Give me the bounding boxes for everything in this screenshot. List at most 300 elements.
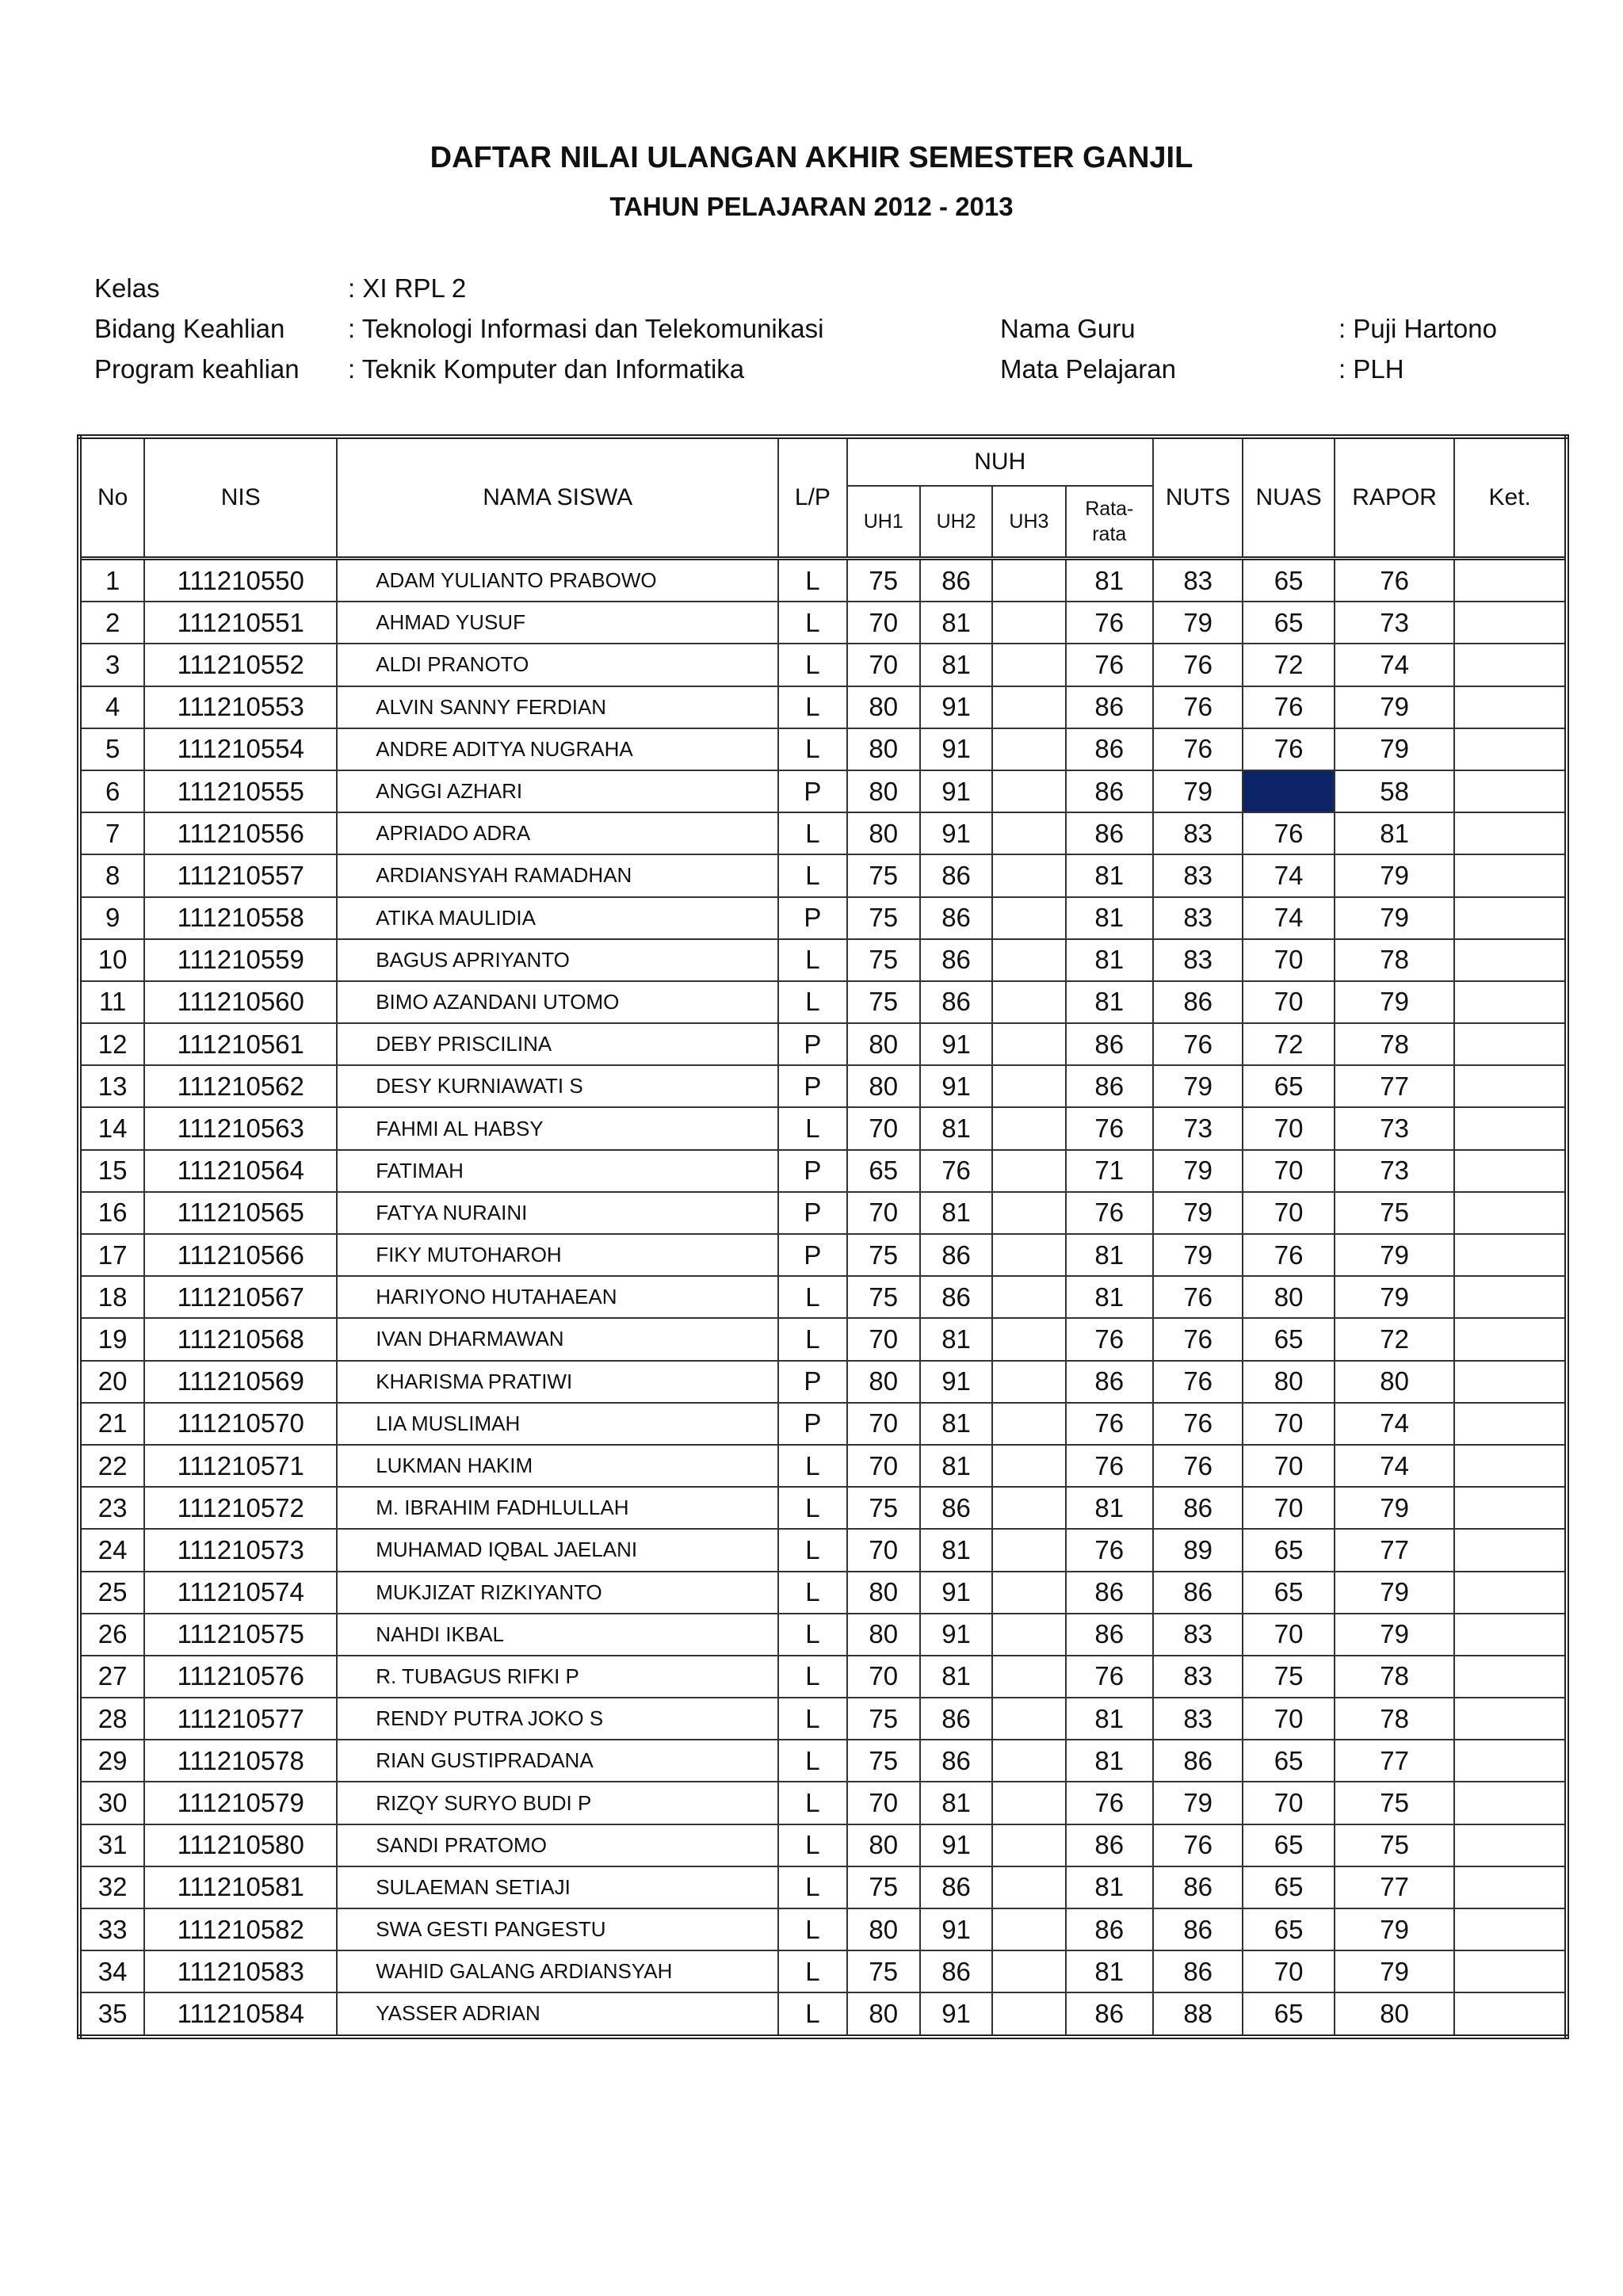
table-row	[79, 1234, 1567, 1276]
cell-nuts: 86	[1153, 1740, 1243, 1782]
cell-lp: L	[778, 1318, 846, 1360]
cell-nuts: 86	[1153, 1866, 1243, 1908]
table-row	[79, 1824, 1567, 1866]
cell-no: 31	[79, 1824, 144, 1866]
cell-rapor: 75	[1335, 1824, 1455, 1866]
cell-ket	[1454, 1824, 1567, 1866]
cell-nama: YASSER ADRIAN	[337, 1992, 778, 2036]
cell-nis: 111210576	[144, 1656, 337, 1698]
cell-nis: 111210554	[144, 728, 337, 770]
cell-uh1: 75	[847, 559, 920, 602]
cell-rapor: 79	[1335, 1572, 1455, 1614]
cell-uh1: 75	[847, 1487, 920, 1529]
cell-nuts: 79	[1153, 770, 1243, 812]
cell-ket	[1454, 1782, 1567, 1824]
cell-rata: 81	[1066, 939, 1153, 981]
cell-lp: L	[778, 1276, 846, 1318]
cell-uh1: 80	[847, 1065, 920, 1107]
cell-rata: 86	[1066, 728, 1153, 770]
cell-ket	[1454, 1445, 1567, 1487]
cell-nis: 111210559	[144, 939, 337, 981]
cell-nama: R. TUBAGUS RIFKI P	[337, 1656, 778, 1698]
page-title: DAFTAR NILAI ULANGAN AKHIR SEMESTER GANJIL	[430, 141, 1193, 174]
cell-no: 30	[79, 1782, 144, 1824]
cell-lp: L	[778, 1529, 846, 1571]
cell-rapor: 79	[1335, 1487, 1455, 1529]
cell-uh1: 80	[847, 1361, 920, 1403]
cell-rata: 86	[1066, 770, 1153, 812]
cell-nuas: 70	[1243, 981, 1334, 1023]
cell-lp: L	[778, 1824, 846, 1866]
cell-rata: 86	[1066, 1908, 1153, 1950]
cell-uh3	[992, 1445, 1065, 1487]
cell-uh3	[992, 602, 1065, 644]
cell-nuas: 10	[1243, 770, 1334, 812]
cell-rata: 81	[1066, 981, 1153, 1023]
cell-nis: 111210583	[144, 1950, 337, 1992]
cell-nuts: 88	[1153, 1992, 1243, 2036]
table-row	[79, 644, 1567, 686]
cell-uh2: 91	[920, 1992, 992, 2036]
cell-uh1: 75	[847, 1740, 920, 1782]
cell-nuts: 76	[1153, 686, 1243, 728]
header-ket: Ket.	[1454, 437, 1567, 559]
cell-no: 23	[79, 1487, 144, 1529]
cell-uh2: 86	[920, 1866, 992, 1908]
cell-ket	[1454, 1107, 1567, 1149]
cell-uh2: 91	[920, 1065, 992, 1107]
cell-uh3	[992, 1782, 1065, 1824]
cell-rapor: 77	[1335, 1529, 1455, 1571]
cell-nuas: 70	[1243, 1614, 1334, 1656]
cell-ket	[1454, 1192, 1567, 1234]
cell-rapor: 79	[1335, 728, 1455, 770]
cell-uh1: 70	[847, 644, 920, 686]
cell-uh2: 91	[920, 1361, 992, 1403]
cell-uh2: 91	[920, 812, 992, 854]
cell-nama: APRIADO ADRA	[337, 812, 778, 854]
cell-nama: RIZQY SURYO BUDI P	[337, 1782, 778, 1824]
table-row	[79, 1361, 1567, 1403]
cell-ket	[1454, 770, 1567, 812]
cell-nuts: 76	[1153, 1403, 1243, 1445]
cell-nama: RIAN GUSTIPRADANA	[337, 1740, 778, 1782]
cell-rata: 81	[1066, 1866, 1153, 1908]
table-row	[79, 770, 1567, 812]
cell-uh3	[992, 644, 1065, 686]
cell-nuts: 79	[1153, 1234, 1243, 1276]
cell-uh2: 81	[920, 1529, 992, 1571]
table-row	[79, 1107, 1567, 1149]
cell-nis: 111210562	[144, 1065, 337, 1107]
cell-uh2: 91	[920, 728, 992, 770]
cell-nuts: 73	[1153, 1107, 1243, 1149]
cell-no: 16	[79, 1192, 144, 1234]
cell-nuts: 83	[1153, 854, 1243, 896]
cell-uh3	[992, 559, 1065, 602]
cell-ket	[1454, 939, 1567, 981]
cell-nis: 111210581	[144, 1866, 337, 1908]
cell-rapor: 76	[1335, 559, 1455, 602]
cell-rapor: 77	[1335, 1740, 1455, 1782]
cell-nuas: 65	[1243, 1866, 1334, 1908]
cell-uh1: 75	[847, 1234, 920, 1276]
cell-lp: L	[778, 1698, 846, 1740]
cell-nama: ANDRE ADITYA NUGRAHA	[337, 728, 778, 770]
cell-ket	[1454, 981, 1567, 1023]
cell-uh2: 81	[920, 644, 992, 686]
cell-uh3	[992, 728, 1065, 770]
cell-nuts: 76	[1153, 1445, 1243, 1487]
cell-rata: 76	[1066, 1656, 1153, 1698]
cell-uh3	[992, 1234, 1065, 1276]
cell-nis: 111210574	[144, 1572, 337, 1614]
cell-uh3	[992, 1529, 1065, 1571]
cell-uh1: 80	[847, 1023, 920, 1065]
header-nuas: NUAS	[1243, 437, 1334, 559]
cell-no: 33	[79, 1908, 144, 1950]
cell-rata: 81	[1066, 1276, 1153, 1318]
cell-nuas: 75	[1243, 1656, 1334, 1698]
cell-no: 8	[79, 854, 144, 896]
table-row	[79, 939, 1567, 981]
cell-uh3	[992, 1740, 1065, 1782]
cell-rata: 76	[1066, 1529, 1153, 1571]
cell-uh3	[992, 1192, 1065, 1234]
cell-rapor: 79	[1335, 1276, 1455, 1318]
cell-nuas: 70	[1243, 1192, 1334, 1234]
cell-no: 18	[79, 1276, 144, 1318]
cell-no: 24	[79, 1529, 144, 1571]
cell-nis: 111210568	[144, 1318, 337, 1360]
cell-no: 11	[79, 981, 144, 1023]
cell-uh3	[992, 1318, 1065, 1360]
bidang-value: : Teknologi Informasi dan Telekomunikasi	[348, 314, 824, 343]
cell-no: 27	[79, 1656, 144, 1698]
cell-lp: L	[778, 686, 846, 728]
cell-lp: L	[778, 1445, 846, 1487]
cell-nuas: 74	[1243, 854, 1334, 896]
cell-no: 32	[79, 1866, 144, 1908]
header-uh1: UH1	[847, 486, 920, 559]
cell-uh1: 75	[847, 1866, 920, 1908]
cell-rata: 86	[1066, 1023, 1153, 1065]
table-row	[79, 1487, 1567, 1529]
cell-uh3	[992, 854, 1065, 896]
cell-lp: P	[778, 1023, 846, 1065]
cell-no: 17	[79, 1234, 144, 1276]
header-nama: NAMA SISWA	[337, 437, 778, 559]
cell-rapor: 78	[1335, 1656, 1455, 1698]
cell-uh1: 75	[847, 981, 920, 1023]
cell-lp: P	[778, 1192, 846, 1234]
cell-no: 2	[79, 602, 144, 644]
cell-uh3	[992, 897, 1065, 939]
cell-no: 29	[79, 1740, 144, 1782]
cell-nis: 111210572	[144, 1487, 337, 1529]
cell-rapor: 79	[1335, 897, 1455, 939]
cell-nama: FATYA NURAINI	[337, 1192, 778, 1234]
cell-uh1: 75	[847, 854, 920, 896]
cell-rapor: 79	[1335, 686, 1455, 728]
table-row	[79, 1908, 1567, 1950]
cell-uh1: 80	[847, 770, 920, 812]
cell-rata: 76	[1066, 1782, 1153, 1824]
kelas-label: Kelas	[94, 273, 160, 303]
cell-uh3	[992, 1361, 1065, 1403]
cell-nuts: 79	[1153, 1192, 1243, 1234]
cell-no: 6	[79, 770, 144, 812]
cell-uh1: 80	[847, 1992, 920, 2036]
cell-uh2: 81	[920, 1656, 992, 1698]
header-nis: NIS	[144, 437, 337, 559]
cell-rapor: 75	[1335, 1782, 1455, 1824]
table-row	[79, 1150, 1567, 1192]
cell-lp: L	[778, 1656, 846, 1698]
cell-uh2: 86	[920, 1740, 992, 1782]
table-row	[79, 1740, 1567, 1782]
cell-no: 9	[79, 897, 144, 939]
cell-nuts: 79	[1153, 1782, 1243, 1824]
cell-no: 13	[79, 1065, 144, 1107]
cell-lp: P	[778, 1234, 846, 1276]
cell-nuts: 76	[1153, 1023, 1243, 1065]
cell-uh1: 80	[847, 728, 920, 770]
cell-rapor: 73	[1335, 1107, 1455, 1149]
header-rapor: RAPOR	[1335, 437, 1455, 559]
table-row	[79, 1614, 1567, 1656]
cell-ket	[1454, 1950, 1567, 1992]
cell-nis: 111210578	[144, 1740, 337, 1782]
cell-lp: P	[778, 770, 846, 812]
cell-uh2: 86	[920, 559, 992, 602]
cell-no: 21	[79, 1403, 144, 1445]
cell-rapor: 74	[1335, 1403, 1455, 1445]
cell-uh1: 70	[847, 602, 920, 644]
cell-nuts: 83	[1153, 559, 1243, 602]
cell-rapor: 81	[1335, 812, 1455, 854]
cell-uh1: 80	[847, 1824, 920, 1866]
cell-uh2: 81	[920, 1782, 992, 1824]
cell-rata: 86	[1066, 1361, 1153, 1403]
cell-nama: ANGGI AZHARI	[337, 770, 778, 812]
cell-uh3	[992, 1614, 1065, 1656]
cell-ket	[1454, 1740, 1567, 1782]
cell-nama: ALDI PRANOTO	[337, 644, 778, 686]
cell-no: 28	[79, 1698, 144, 1740]
cell-ket	[1454, 1866, 1567, 1908]
cell-uh1: 70	[847, 1656, 920, 1698]
cell-ket	[1454, 1403, 1567, 1445]
cell-no: 19	[79, 1318, 144, 1360]
cell-rata: 81	[1066, 559, 1153, 602]
cell-nama: DESY KURNIAWATI S	[337, 1065, 778, 1107]
cell-nuts: 83	[1153, 812, 1243, 854]
cell-nama: RENDY PUTRA JOKO S	[337, 1698, 778, 1740]
cell-nuas: 76	[1243, 1234, 1334, 1276]
header-nuts: NUTS	[1153, 437, 1243, 559]
cell-ket	[1454, 1234, 1567, 1276]
cell-uh2: 81	[920, 1318, 992, 1360]
table-row	[79, 1065, 1567, 1107]
cell-uh1: 80	[847, 1614, 920, 1656]
cell-nuas: 74	[1243, 897, 1334, 939]
cell-lp: L	[778, 854, 846, 896]
cell-lp: P	[778, 1065, 846, 1107]
cell-lp: P	[778, 1361, 846, 1403]
cell-uh2: 81	[920, 1445, 992, 1487]
cell-nis: 111210580	[144, 1824, 337, 1866]
cell-nuas: 70	[1243, 1698, 1334, 1740]
cell-rapor: 80	[1335, 1992, 1455, 2036]
cell-ket	[1454, 1529, 1567, 1571]
cell-rapor: 79	[1335, 1614, 1455, 1656]
cell-lp: L	[778, 1782, 846, 1824]
cell-nuts: 79	[1153, 1065, 1243, 1107]
cell-ket	[1454, 1698, 1567, 1740]
cell-no: 26	[79, 1614, 144, 1656]
table-row	[79, 1782, 1567, 1824]
cell-nuas: 65	[1243, 1908, 1334, 1950]
cell-ket	[1454, 1065, 1567, 1107]
cell-nuts: 83	[1153, 1698, 1243, 1740]
cell-nuas: 72	[1243, 644, 1334, 686]
cell-lp: L	[778, 1740, 846, 1782]
table-row	[79, 728, 1567, 770]
cell-uh2: 86	[920, 1234, 992, 1276]
cell-uh2: 86	[920, 1487, 992, 1529]
cell-lp: L	[778, 728, 846, 770]
cell-nis: 111210553	[144, 686, 337, 728]
cell-ket	[1454, 559, 1567, 602]
table-row	[79, 1656, 1567, 1698]
cell-uh2: 91	[920, 1023, 992, 1065]
cell-nama: BIMO AZANDANI UTOMO	[337, 981, 778, 1023]
cell-uh2: 86	[920, 981, 992, 1023]
cell-ket	[1454, 1361, 1567, 1403]
cell-nuas: 65	[1243, 1318, 1334, 1360]
cell-rapor: 79	[1335, 1950, 1455, 1992]
cell-ket	[1454, 602, 1567, 644]
cell-uh1: 75	[847, 1950, 920, 1992]
cell-ket	[1454, 1614, 1567, 1656]
cell-ket	[1454, 1572, 1567, 1614]
cell-nis: 111210550	[144, 559, 337, 602]
table-row	[79, 1192, 1567, 1234]
cell-nuts: 76	[1153, 1824, 1243, 1866]
cell-rapor: 80	[1335, 1361, 1455, 1403]
cell-uh2: 86	[920, 897, 992, 939]
cell-rata: 81	[1066, 1487, 1153, 1529]
cell-nis: 111210577	[144, 1698, 337, 1740]
cell-ket	[1454, 1023, 1567, 1065]
cell-nuts: 86	[1153, 1950, 1243, 1992]
cell-rapor: 79	[1335, 854, 1455, 896]
cell-uh3	[992, 1866, 1065, 1908]
cell-nuts: 83	[1153, 1656, 1243, 1698]
cell-nama: SULAEMAN SETIAJI	[337, 1866, 778, 1908]
cell-lp: L	[778, 644, 846, 686]
cell-ket	[1454, 644, 1567, 686]
cell-nama: IVAN DHARMAWAN	[337, 1318, 778, 1360]
cell-nama: ADAM YULIANTO PRABOWO	[337, 559, 778, 602]
cell-uh3	[992, 1824, 1065, 1866]
cell-nuts: 76	[1153, 728, 1243, 770]
cell-nis: 111210570	[144, 1403, 337, 1445]
table-row	[79, 854, 1567, 896]
cell-uh1: 80	[847, 1908, 920, 1950]
cell-rata: 86	[1066, 1824, 1153, 1866]
cell-uh1: 75	[847, 897, 920, 939]
cell-uh3	[992, 1487, 1065, 1529]
cell-uh3	[992, 1698, 1065, 1740]
cell-nuas: 65	[1243, 1992, 1334, 2036]
cell-nuas: 72	[1243, 1023, 1334, 1065]
cell-uh3	[992, 939, 1065, 981]
cell-rapor: 73	[1335, 1150, 1455, 1192]
cell-rapor: 74	[1335, 1445, 1455, 1487]
cell-rapor: 78	[1335, 1023, 1455, 1065]
cell-uh3	[992, 1276, 1065, 1318]
cell-rata: 76	[1066, 1403, 1153, 1445]
cell-nama: SANDI PRATOMO	[337, 1824, 778, 1866]
cell-nuas: 70	[1243, 1950, 1334, 1992]
cell-nama: ALVIN SANNY FERDIAN	[337, 686, 778, 728]
cell-rata: 86	[1066, 1614, 1153, 1656]
cell-uh3	[992, 1403, 1065, 1445]
cell-nuts: 76	[1153, 1276, 1243, 1318]
cell-uh2: 76	[920, 1150, 992, 1192]
cell-uh1: 80	[847, 686, 920, 728]
cell-uh3	[992, 1572, 1065, 1614]
cell-ket	[1454, 1487, 1567, 1529]
cell-uh1: 70	[847, 1192, 920, 1234]
cell-nama: FIKY MUTOHAROH	[337, 1234, 778, 1276]
table-row	[79, 602, 1567, 644]
guru-label: Nama Guru	[1000, 314, 1136, 343]
cell-lp: L	[778, 812, 846, 854]
cell-nis: 111210564	[144, 1150, 337, 1192]
cell-nis: 111210555	[144, 770, 337, 812]
cell-nuts: 79	[1153, 602, 1243, 644]
cell-nis: 111210552	[144, 644, 337, 686]
cell-ket	[1454, 1276, 1567, 1318]
cell-rata: 86	[1066, 1992, 1153, 2036]
cell-nuas: 70	[1243, 1150, 1334, 1192]
cell-nuts: 76	[1153, 644, 1243, 686]
cell-nuts: 86	[1153, 981, 1243, 1023]
cell-no: 34	[79, 1950, 144, 1992]
cell-ket	[1454, 1656, 1567, 1698]
cell-ket	[1454, 1318, 1567, 1360]
cell-uh2: 91	[920, 1908, 992, 1950]
cell-lp: L	[778, 602, 846, 644]
cell-no: 4	[79, 686, 144, 728]
cell-uh1: 75	[847, 939, 920, 981]
header-no: No	[79, 437, 144, 559]
program-value: : Teknik Komputer dan Informatika	[348, 354, 745, 384]
cell-lp: P	[778, 1403, 846, 1445]
cell-lp: L	[778, 1107, 846, 1149]
cell-nis: 111210561	[144, 1023, 337, 1065]
header-uh3: UH3	[992, 486, 1065, 559]
cell-nis: 111210563	[144, 1107, 337, 1149]
header-rata: Rata-rata	[1066, 486, 1153, 559]
mapel-label: Mata Pelajaran	[1000, 354, 1176, 384]
cell-lp: L	[778, 1614, 846, 1656]
cell-lp: P	[778, 897, 846, 939]
cell-uh3	[992, 686, 1065, 728]
